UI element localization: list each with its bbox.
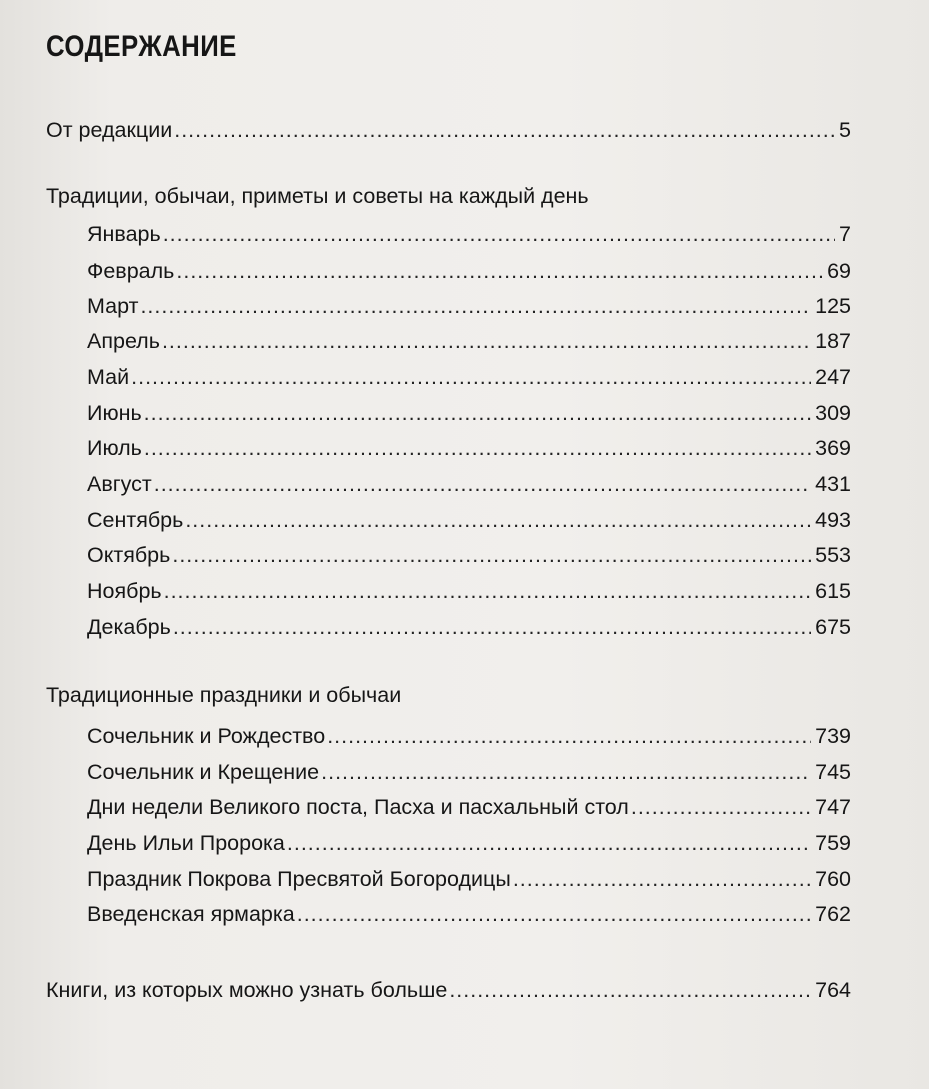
toc-page-number: 309 bbox=[815, 401, 851, 425]
leader-dots bbox=[154, 469, 811, 499]
toc-entry-november[interactable] bbox=[87, 576, 851, 606]
toc-entry-label: Апрель bbox=[87, 329, 160, 353]
leader-dots bbox=[172, 540, 811, 570]
toc-page-number: 125 bbox=[815, 294, 851, 318]
toc-entry-label: Январь bbox=[87, 222, 161, 246]
toc-page-number: 745 bbox=[815, 760, 851, 784]
toc-entry-label: Февраль bbox=[87, 259, 175, 283]
toc-entry-christmas-eve-epiphany[interactable] bbox=[87, 757, 851, 787]
leader-dots bbox=[327, 721, 811, 751]
toc-page-number: 5 bbox=[839, 118, 851, 142]
toc-entry-label: Май bbox=[87, 365, 130, 389]
toc-entry-label: Ноябрь bbox=[87, 579, 162, 603]
toc-entry-february[interactable] bbox=[87, 256, 851, 286]
toc-page-number: 762 bbox=[815, 902, 851, 926]
toc-page-number: 369 bbox=[815, 436, 851, 460]
toc-entry-august[interactable] bbox=[87, 469, 851, 499]
toc-page-number: 759 bbox=[815, 831, 851, 855]
toc-entry-april[interactable] bbox=[87, 326, 851, 356]
toc-entry-label: День Ильи Пророка bbox=[87, 831, 285, 855]
toc-entry-june[interactable] bbox=[87, 398, 851, 428]
leader-dots bbox=[176, 256, 823, 286]
leader-dots bbox=[513, 864, 811, 894]
toc-entry-label: Дни недели Великого поста, Пасха и пасхальный стол bbox=[87, 795, 629, 819]
page-title: СОДЕРЖАНИЕ bbox=[46, 30, 237, 63]
toc-entry-label: Октябрь bbox=[87, 543, 171, 567]
toc-entry-label: Введенская ярмарка bbox=[87, 902, 295, 926]
toc-entry-label: Март bbox=[87, 294, 139, 318]
toc-entry-label: Праздник Покрова Пресвятой Богородицы bbox=[87, 867, 511, 891]
toc-page-number: 431 bbox=[815, 472, 851, 496]
section-heading-daily-traditions: Традиции, обычаи, приметы и советы на каждый день bbox=[46, 184, 589, 208]
leader-dots bbox=[287, 828, 811, 858]
leader-dots bbox=[174, 115, 835, 145]
toc-page-number: 69 bbox=[827, 259, 851, 283]
toc-entry-label: Сочельник и Рождество bbox=[87, 724, 326, 748]
toc-entry-january[interactable] bbox=[87, 219, 851, 249]
toc-page-number: 7 bbox=[839, 222, 851, 246]
leader-dots bbox=[140, 291, 811, 321]
leader-dots bbox=[144, 433, 811, 463]
toc-page-number: 615 bbox=[815, 579, 851, 603]
leader-dots bbox=[185, 505, 811, 535]
toc-entry-intercession[interactable] bbox=[87, 864, 851, 894]
toc-entry-vvedenskaya-fair[interactable] bbox=[87, 899, 851, 929]
toc-entry-september[interactable] bbox=[87, 505, 851, 535]
toc-entry-label: Август bbox=[87, 472, 152, 496]
toc-entry-october[interactable] bbox=[87, 540, 851, 570]
toc-entry-label: От редакции bbox=[46, 118, 173, 142]
leader-dots bbox=[162, 326, 811, 356]
toc-page-number: 247 bbox=[815, 365, 851, 389]
toc-entry-label: Июнь bbox=[87, 401, 142, 425]
toc-entry-label: Сочельник и Крещение bbox=[87, 760, 320, 784]
toc-page-number: 760 bbox=[815, 867, 851, 891]
toc-entry-label: Книги, из которых можно узнать больше bbox=[46, 978, 448, 1002]
toc-entry-christmas-eve-nativity[interactable] bbox=[87, 721, 851, 751]
toc-page-number: 764 bbox=[815, 978, 851, 1002]
toc-entry-may[interactable] bbox=[87, 362, 851, 392]
leader-dots bbox=[163, 219, 835, 249]
toc-page-number: 493 bbox=[815, 508, 851, 532]
leader-dots bbox=[297, 899, 811, 929]
toc-page-number: 553 bbox=[815, 543, 851, 567]
leader-dots bbox=[144, 398, 811, 428]
toc-page-number: 739 bbox=[815, 724, 851, 748]
leader-dots bbox=[164, 576, 812, 606]
toc-entry-label: Сентябрь bbox=[87, 508, 184, 532]
toc-page-number: 187 bbox=[815, 329, 851, 353]
toc-page-number: 675 bbox=[815, 615, 851, 639]
leader-dots bbox=[631, 792, 811, 822]
section-heading-holidays: Традиционные праздники и обычаи bbox=[46, 683, 402, 707]
leader-dots bbox=[131, 362, 811, 392]
toc-entry-label: Декабрь bbox=[87, 615, 171, 639]
toc-page-number: 747 bbox=[815, 795, 851, 819]
leader-dots bbox=[321, 757, 811, 787]
leader-dots bbox=[173, 612, 811, 642]
toc-entry-march[interactable] bbox=[87, 291, 851, 321]
toc-entry-elijah-day[interactable] bbox=[87, 828, 851, 858]
toc-entry-intro[interactable] bbox=[46, 115, 851, 145]
toc-entry-july[interactable] bbox=[87, 433, 851, 463]
toc-entry-label: Июль bbox=[87, 436, 142, 460]
leader-dots bbox=[449, 975, 811, 1005]
toc-entry-lent-easter[interactable] bbox=[87, 792, 851, 822]
toc-entry-further-reading[interactable] bbox=[46, 975, 851, 1005]
toc-entry-december[interactable] bbox=[87, 612, 851, 642]
